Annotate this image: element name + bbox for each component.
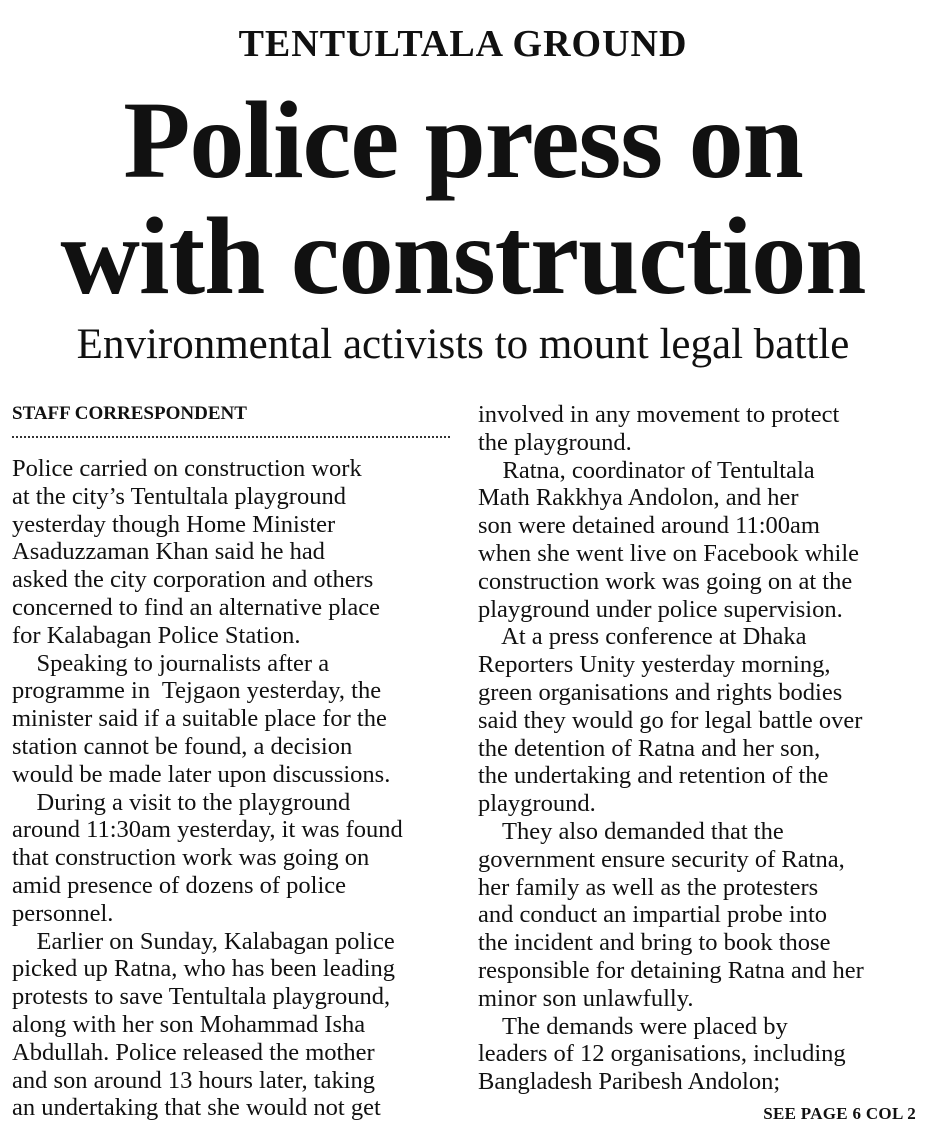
article-line: her family as well as the protesters	[478, 873, 819, 901]
article-line: playground.	[478, 790, 596, 818]
headline-line-2: with construction	[60, 195, 866, 317]
article-line: would be made later upon discussions.	[12, 760, 391, 788]
article-line: concerned to find an alternative place	[12, 593, 380, 621]
article-column-2	[478, 401, 918, 1096]
subheadline: Environmental activists to mount legal battle	[76, 321, 850, 368]
article-line: minor son unlawfully.	[478, 984, 694, 1012]
article-column-1	[12, 455, 452, 1122]
byline-divider	[12, 436, 450, 438]
article-line: They also demanded that the	[478, 817, 784, 845]
article-line: The demands were placed by	[478, 1012, 788, 1040]
article-line: Speaking to journalists after a	[12, 649, 330, 677]
article-line: the playground.	[478, 428, 632, 456]
article-line: Ratna, coordinator of Tentultala	[478, 456, 815, 484]
article-line: responsible for detaining Ratna and her	[478, 956, 864, 984]
article-line: at the city’s Tentultala playground	[12, 482, 346, 510]
article-line: said they would go for legal battle over	[478, 706, 863, 734]
article-line: the detention of Ratna and her son,	[478, 734, 821, 762]
article-line: and conduct an impartial probe into	[478, 901, 828, 929]
article-line: protests to save Tentultala playground,	[12, 983, 391, 1011]
article-line: picked up Ratna, who has been leading	[12, 955, 396, 983]
article-line: that construction work was going on	[12, 844, 370, 872]
article-line: along with her son Mohammad Isha	[12, 1010, 366, 1038]
article-line: yesterday though Home Minister	[12, 510, 336, 538]
article-line: Math Rakkhya Andolon, and her	[478, 484, 799, 512]
article-line: Police carried on construction work	[12, 455, 362, 482]
article-line: During a visit to the playground	[12, 788, 351, 816]
article-line: involved in any movement to protect	[478, 401, 840, 428]
article-line: government ensure security of Ratna,	[478, 845, 845, 873]
article-line: playground under police supervision.	[478, 595, 843, 623]
kicker: TENTULTALA GROUND	[238, 23, 688, 65]
article-line: construction work was going on at the	[478, 567, 853, 595]
headline-line-1: Police press on	[123, 79, 803, 201]
article-line: Reporters Unity yesterday morning,	[478, 651, 831, 679]
article-line: programme in Tejgaon yesterday, the	[12, 677, 382, 705]
article-line: amid presence of dozens of police	[12, 871, 347, 899]
article-line: Bangladesh Paribesh Andolon;	[478, 1068, 781, 1096]
article-line: for Kalabagan Police Station.	[12, 621, 301, 649]
article-line: the undertaking and retention of the	[478, 762, 829, 790]
article-line: an undertaking that she would not get	[12, 1094, 381, 1122]
article-line: son were detained around 11:00am	[478, 512, 820, 540]
article-line: when she went live on Facebook while	[478, 539, 860, 567]
article-line: leaders of 12 organisations, including	[478, 1040, 846, 1068]
article-line: Earlier on Sunday, Kalabagan police	[12, 927, 395, 955]
byline: STAFF CORRESPONDENT	[12, 403, 247, 424]
article-line: station cannot be found, a decision	[12, 732, 353, 760]
article-line: personnel.	[12, 899, 114, 927]
headline	[0, 79, 926, 317]
article-line: and son around 13 hours later, taking	[12, 1066, 376, 1094]
article-line: asked the city corporation and others	[12, 566, 374, 594]
article-line: minister said if a suitable place for the	[12, 705, 387, 733]
article-line: At a press conference at Dhaka	[478, 623, 807, 651]
article-line: green organisations and rights bodies	[478, 678, 843, 706]
article-line: Abdullah. Police released the mother	[12, 1038, 375, 1066]
continued-on-page-notice: SEE PAGE 6 COL 2	[763, 1104, 916, 1123]
article-line: Asaduzzaman Khan said he had	[12, 538, 325, 566]
article-line: the incident and bring to book those	[478, 929, 831, 957]
article-line: around 11:30am yesterday, it was found	[12, 816, 403, 844]
